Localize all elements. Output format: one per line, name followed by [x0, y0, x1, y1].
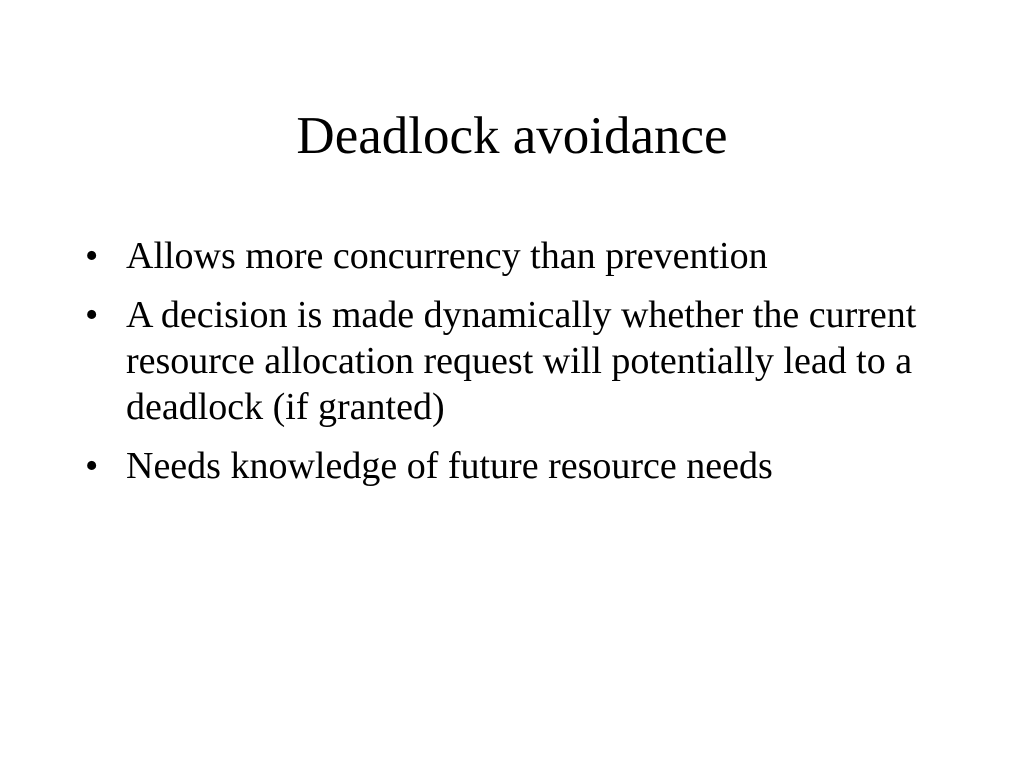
bullet-item: [85, 233, 965, 279]
bullet-item: [85, 443, 965, 489]
slide-title: Deadlock avoidance: [296, 107, 728, 165]
bullet-item: [85, 292, 965, 430]
bullet-list: [85, 233, 965, 502]
bullet-text: A decision is made dynamically whether the current resource allocation request will potentially lead to a deadlock (if granted): [126, 294, 917, 428]
bullet-marker: •: [85, 235, 99, 277]
bullet-text: Needs knowledge of future resource needs: [126, 445, 773, 487]
bullet-marker: •: [85, 294, 99, 336]
bullet-marker: •: [85, 445, 99, 487]
bullet-text: Allows more concurrency than prevention: [126, 235, 768, 277]
